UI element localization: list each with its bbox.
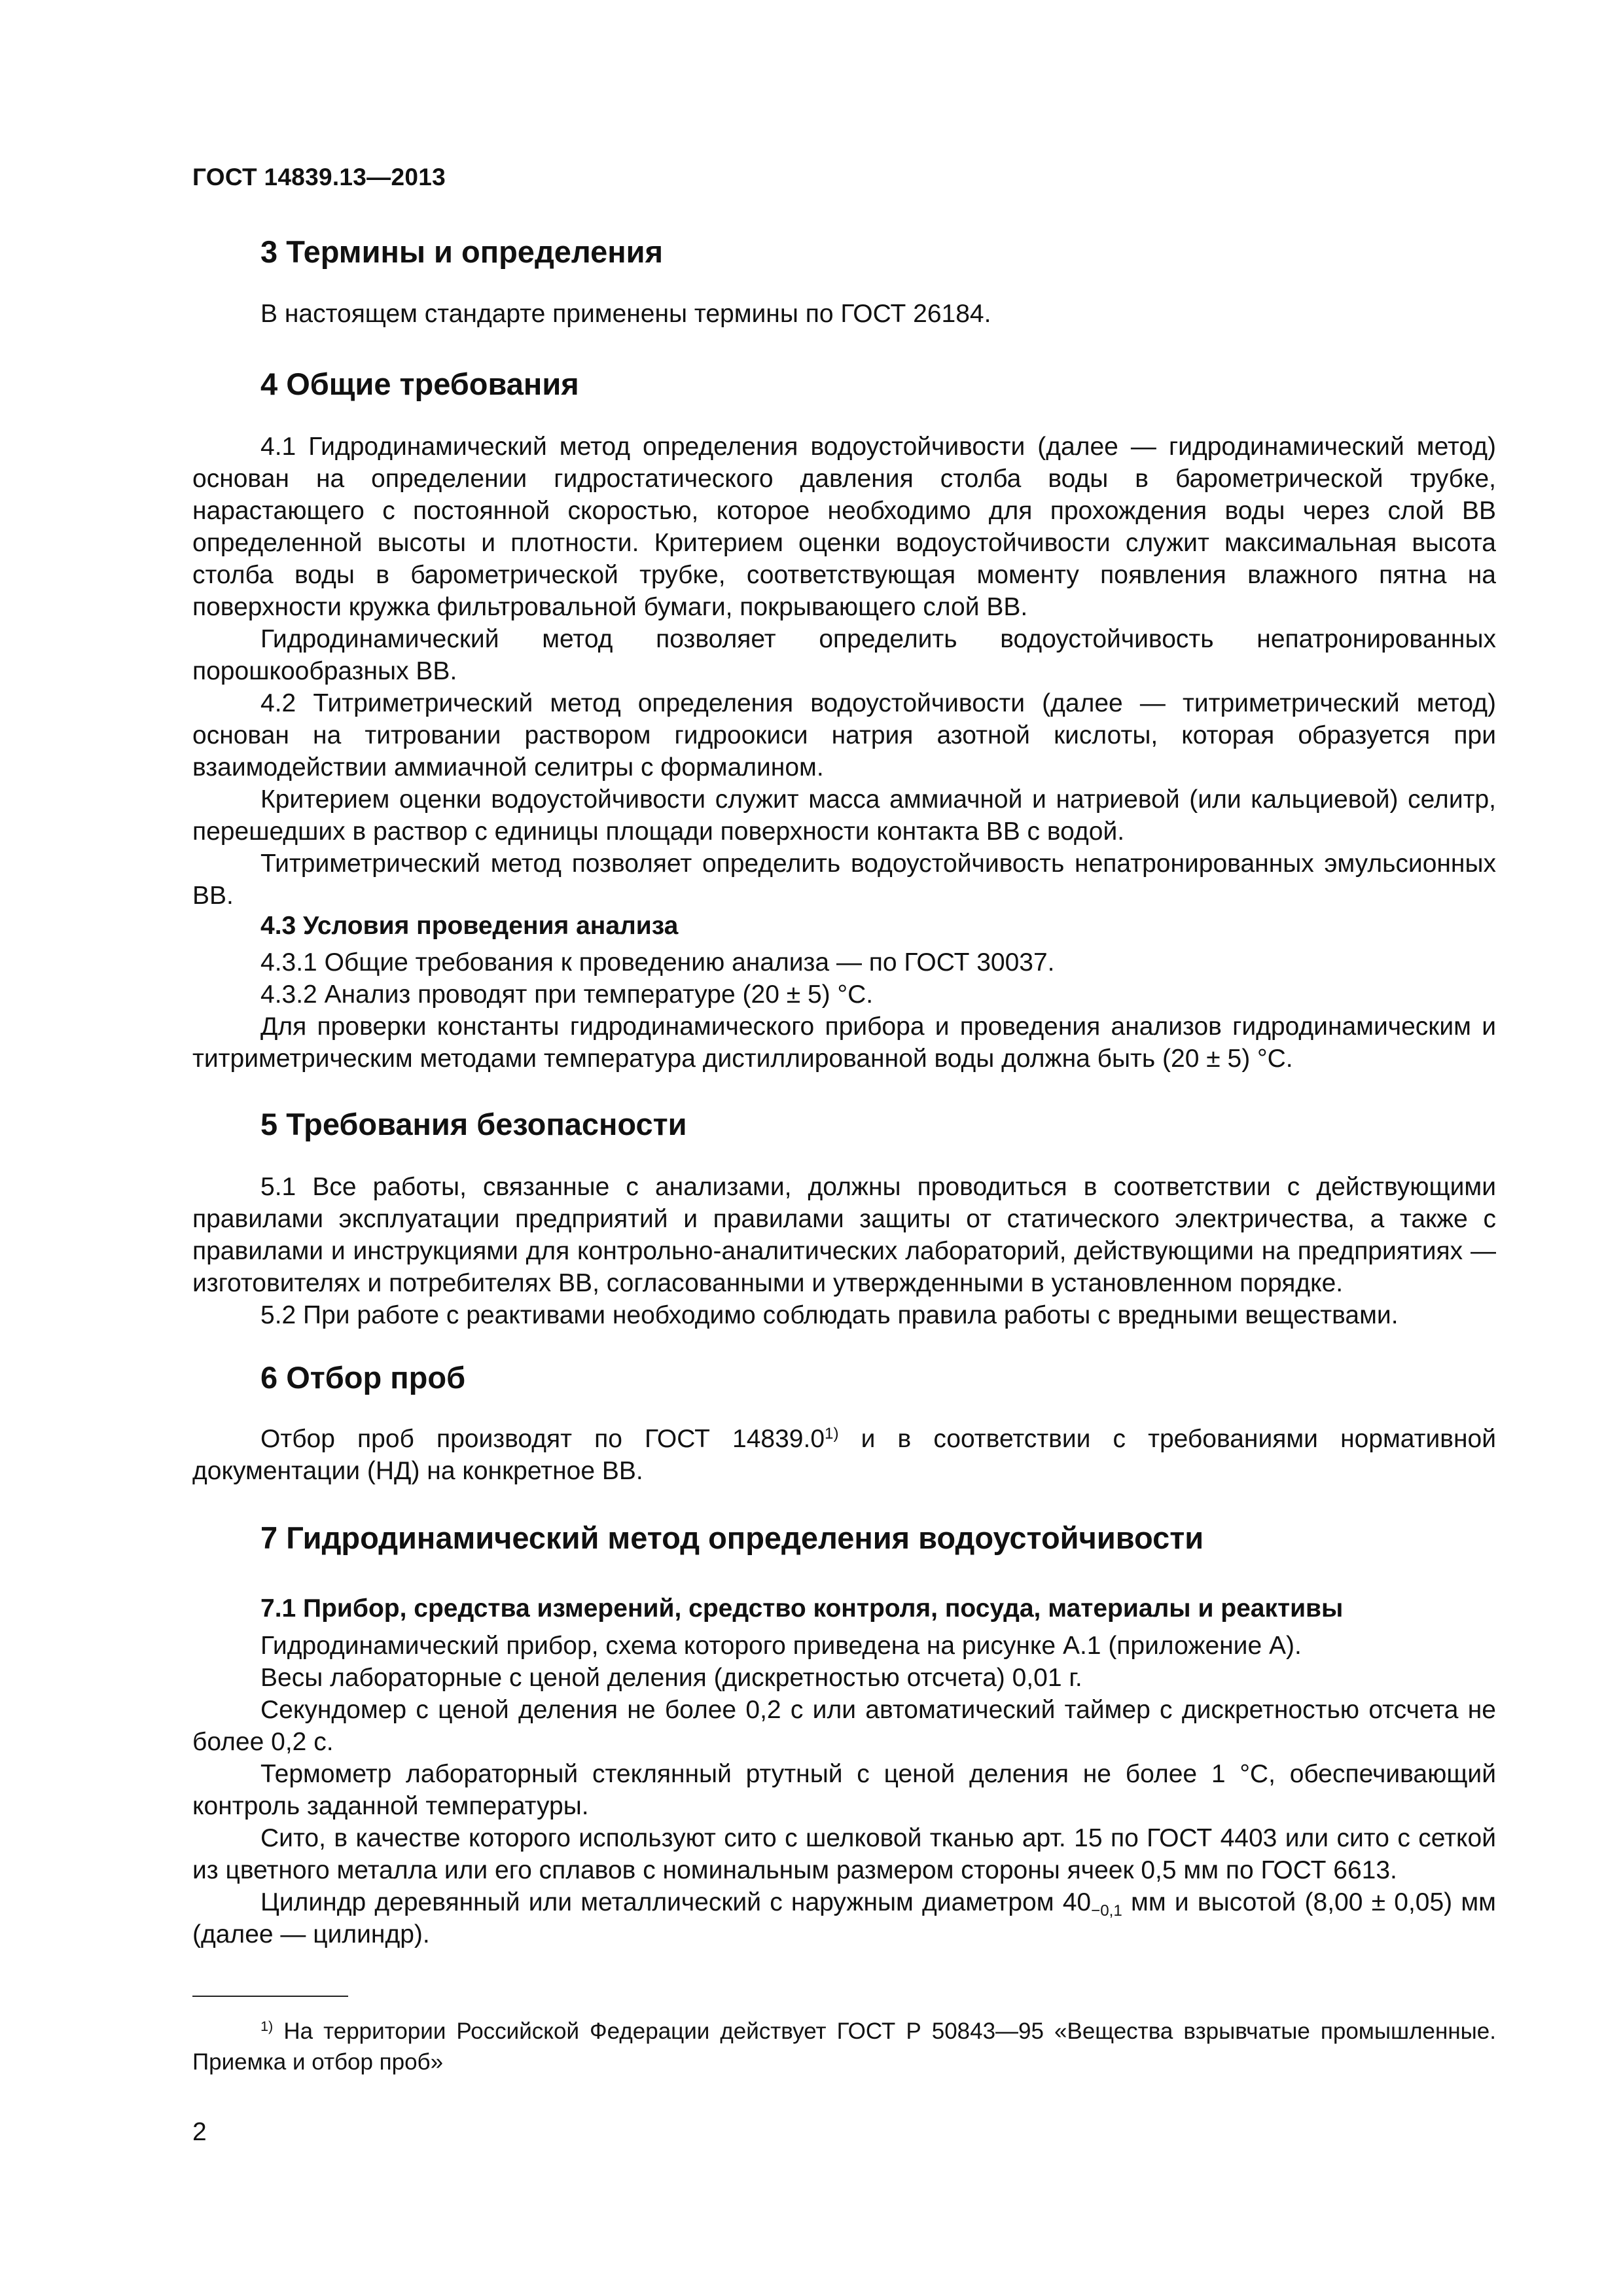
paragraph: В настоящем стандарте применены термины по ГОСТ 26184.: [260, 300, 991, 328]
paragraph: Секундомер с ценой деления не более 0,2 с или автоматический таймер с дискретностью отсчета не более 0,2 с.: [192, 1696, 1496, 1756]
paragraph: Титриметрический метод позволяет определить водоустойчивость непатронированных эмульсионных ВВ.: [192, 850, 1496, 910]
paragraph: Термометр лабораторный стеклянный ртутный с ценой деления не более 1 °С, обеспечивающий контроль заданной температуры.: [192, 1760, 1496, 1820]
paragraph: 5.1 Все работы, связанные с анализами, должны проводиться в соответствии с действующими правилами эксплуатации предприятий и правилами защиты от статического электричества, а также с правилами и инструкциями для контрольно-аналитических лабораторий, действующими на предприятиях — изготовителях и потребителях ВВ, согласованными и утвержденными в установленном порядке.: [192, 1173, 1496, 1297]
paragraph: 4.3.1 Общие требования к проведению анализа — по ГОСТ 30037.: [260, 948, 1055, 977]
footnote-separator: [192, 1996, 348, 1997]
section-7-title: 7 Гидродинамический метод определения водоустойчивости: [260, 1520, 1204, 1555]
paragraph: Сито, в качестве которого используют сито с шелковой тканью арт. 15 по ГОСТ 4403 или сито с сеткой из цветного металла или его сплавов с номинальным размером стороны ячеек 0,5 мм по ГОСТ 6613.: [192, 1824, 1496, 1884]
section-4-body: [192, 431, 1496, 912]
subsection-4-3-title: 4.3 Условия проведения анализа: [260, 912, 679, 940]
section-3-body: [192, 298, 1496, 330]
paragraph: 5.2 При работе с реактивами необходимо соблюдать правила работы с вредными веществами.: [260, 1301, 1399, 1329]
paragraph: Гидродинамический прибор, схема которого приведена на рисунке А.1 (приложение А).: [260, 1632, 1302, 1660]
section-5-title: 5 Требования безопасности: [260, 1107, 687, 1141]
paragraph: Для проверки константы гидродинамического прибора и проведения анализов гидродинамическим и титриметрическим методами температура дистиллированной воды должна быть (20 ± 5) °С.: [192, 1013, 1496, 1073]
paragraph: 4.3.2 Анализ проводят при температуре (20 ± 5) °С.: [260, 980, 874, 1009]
footnote-text: На территории Российской Федерации действует ГОСТ Р 50843—95 «Вещества взрывчатые промышленные. Приемка и отбор проб»: [192, 2018, 1496, 2075]
section-4-title: 4 Общие требования: [260, 367, 579, 401]
tolerance-subscript: −0,1: [1091, 1902, 1122, 1920]
paragraph: Весы лабораторные с ценой деления (дискретностью отсчета) 0,01 г.: [260, 1664, 1082, 1692]
paragraph: Гидродинамический метод позволяет определить водоустойчивость непатронированных порошкообразных ВВ.: [192, 625, 1496, 685]
paragraph: 4.1 Гидродинамический метод определения водоустойчивости (далее — гидродинамический метод) основан на определении гидростатического давления столба воды в барометрической трубке, нарастающего с постоянной скоростью, которое необходимо для прохождения воды через слой ВВ определенной высоты и плотности. Критерием оценки водоустойчивости служит максимальная высота столба воды в барометрической трубке, соответствующая моменту появления влажного пятна на поверхности кружка фильтровальной бумаги, покрывающего слой ВВ.: [192, 433, 1496, 621]
footnote-mark: 1): [260, 2018, 274, 2035]
section-7-body: [192, 1630, 1496, 1950]
paragraph: 4.2 Титриметрический метод определения водоустойчивости (далее — титриметрический метод) основан на титровании раствором гидроокиси натрия азотной кислоты, которая образуется при взаимодействии аммиачной селитры с формалином.: [192, 689, 1496, 781]
page-number: 2: [192, 2118, 207, 2146]
footnote: [192, 2016, 1496, 2077]
paragraph: Цилиндр деревянный или металлический с наружным диаметром $40_{-0,1}$ мм и высотой (8,00 ± 0,05) мм (далее — цилиндр).: [192, 1888, 1496, 1948]
section-5-body: [192, 1171, 1496, 1331]
footnote-ref: 1): [825, 1424, 839, 1443]
section-3-title: 3 Термины и определения: [260, 234, 663, 269]
section-6-body: [192, 1423, 1496, 1487]
subsection-7-1-title: 7.1 Прибор, средства измерений, средство контроля, посуда, материалы и реактивы: [260, 1594, 1344, 1623]
subsection-4-3-body: [192, 946, 1496, 1075]
document-header: ГОСТ 14839.13—2013: [192, 164, 446, 190]
paragraph: Критерием оценки водоустойчивости служит масса аммиачной и натриевой (или кальциевой) селитр, перешедших в раствор с единицы площади поверхности контакта ВВ с водой.: [192, 785, 1496, 846]
section-6-title: 6 Отбор проб: [260, 1360, 466, 1395]
paragraph: Отбор проб производят по ГОСТ 14839.0$^{1)}$ и в соответствии с требованиями нормативной документации (НД) на конкретное ВВ.: [192, 1424, 1497, 1485]
